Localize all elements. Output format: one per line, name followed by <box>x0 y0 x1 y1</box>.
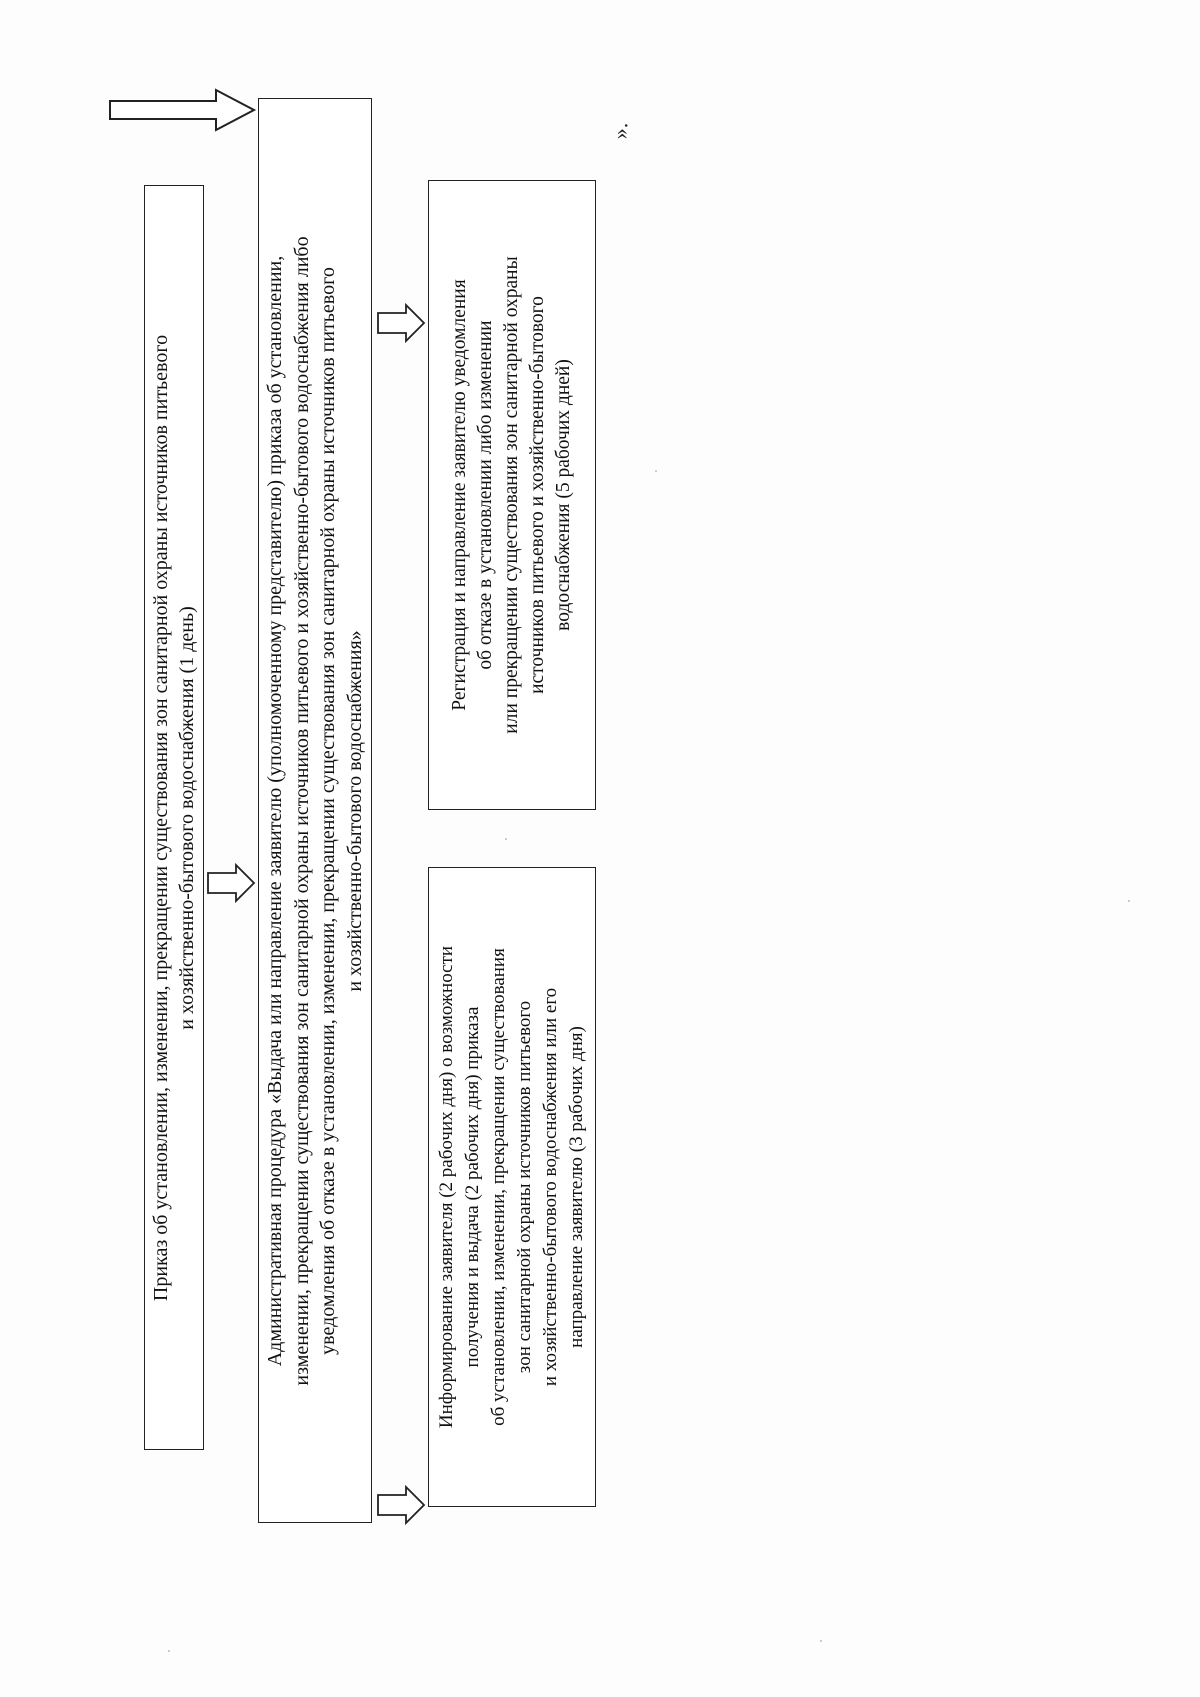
order-box <box>144 185 204 1450</box>
procedure-box-text: Административная процедура «Выдача или направление заявителю (уполномоченному представителю) приказа об установлении, изменении, прекращении существования зон санитарной охраны источников питьевого и хозяйственно-бытового водоснабжения либо уведомления об отказе в установлении, изменении, прекращении существования зон санитарной охраны источников питьевого и хозяйственно-бытового водоснабжения» <box>264 235 366 1386</box>
scan-speck <box>168 1650 170 1652</box>
arrow-right-icon-to-registration <box>376 303 426 343</box>
procedure-box <box>258 98 372 1523</box>
scan-speck <box>505 838 507 840</box>
order-box-text: Приказ об установлении, изменении, прекращении существования зон санитарной охраны источников питьевого и хозяйственно-бытового водоснабжения (1 день) <box>150 334 198 1301</box>
scan-speck <box>655 470 657 472</box>
scan-speck <box>820 1640 822 1642</box>
large-arrow-right-icon <box>108 88 258 132</box>
closing-quote-mark: ». <box>607 122 633 140</box>
registration-box <box>428 180 596 810</box>
arrow-right-icon-order-to-procedure <box>206 863 256 903</box>
informing-box-text: Информирование заявителя (2 рабочих дня) о возможности получения и выдача (2 рабочих дня) приказа об установлении, изменении, прекращении существования зон санитарной охраны источников питьевого и хозяйственно-бытового водоснабжения или его направление заявителю (3 рабочих дня) <box>436 945 587 1429</box>
informing-box <box>428 867 596 1507</box>
arrow-right-icon-to-informing <box>376 1485 426 1525</box>
scan-speck <box>1128 900 1130 902</box>
registration-box-text: Регистрация и направление заявителю уведомления об отказе в установлении либо изменении или прекращении существования зон санитарной охраны источников питьевого и хозяйственно-бытового водоснабжения (5 рабочих дней) <box>449 256 574 734</box>
